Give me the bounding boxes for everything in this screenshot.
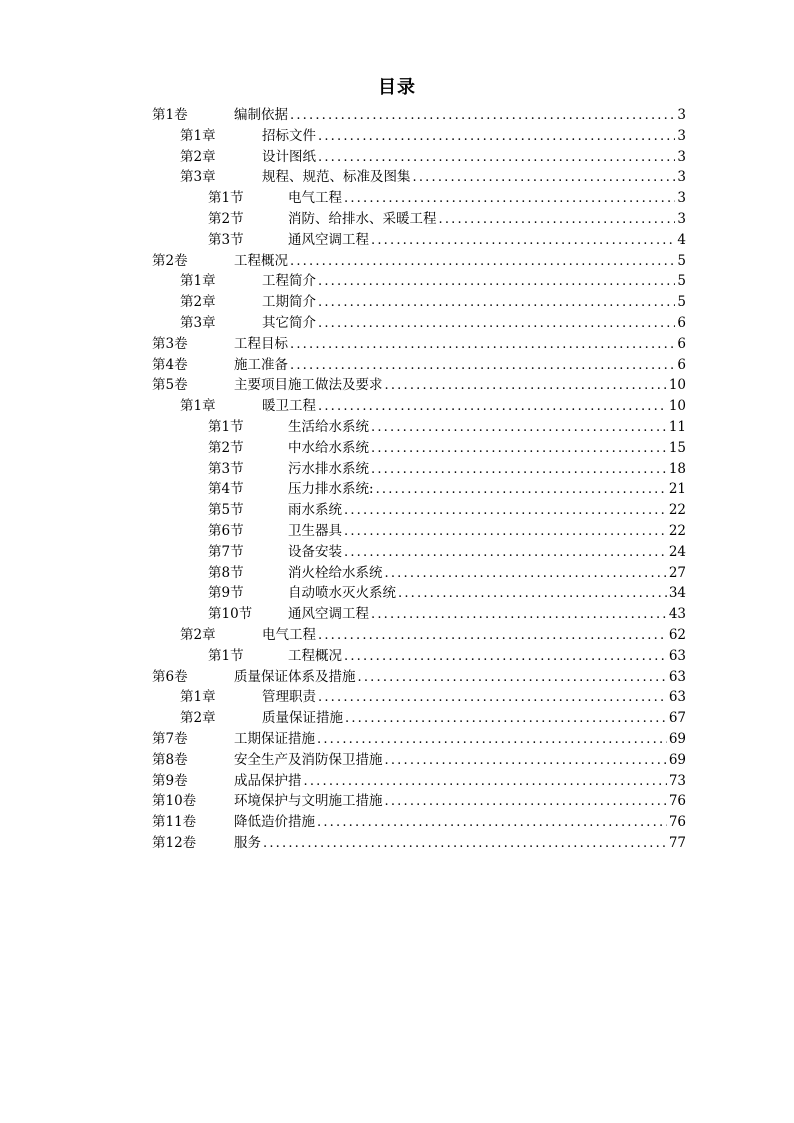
toc-entry-number: 第2章 bbox=[180, 294, 216, 311]
toc-entry[interactable] bbox=[152, 729, 686, 750]
toc-entry-number: 第6卷 bbox=[152, 668, 188, 685]
toc-entry-page: 6 bbox=[677, 356, 686, 373]
toc-entry-number: 第7节 bbox=[208, 543, 244, 560]
toc-leader-dots bbox=[385, 792, 667, 813]
table-of-contents bbox=[152, 105, 686, 854]
toc-leader-dots bbox=[371, 439, 667, 460]
toc-entry-number: 第8节 bbox=[208, 564, 244, 581]
toc-entry[interactable] bbox=[152, 126, 686, 147]
toc-entry-title: 编制依据 bbox=[234, 107, 288, 123]
toc-leader-dots bbox=[317, 730, 667, 751]
toc-entry[interactable] bbox=[152, 105, 686, 126]
toc-entry-page: 69 bbox=[668, 730, 686, 747]
toc-leader-dots bbox=[290, 252, 675, 273]
toc-entry-number: 第1章 bbox=[180, 398, 216, 415]
toc-entry-title: 安全生产及消防保卫措施 bbox=[234, 751, 383, 768]
toc-leader-dots bbox=[318, 127, 675, 148]
toc-entry-page: 63 bbox=[668, 689, 686, 706]
toc-leader-dots bbox=[376, 480, 667, 501]
toc-entry-page: 22 bbox=[668, 522, 686, 539]
toc-entry-number: 第1章 bbox=[180, 273, 216, 290]
toc-entry-number: 第2章 bbox=[180, 710, 216, 727]
toc-entry-title: 卫生器具 bbox=[288, 522, 342, 539]
toc-leader-dots bbox=[344, 522, 667, 543]
toc-leader-dots bbox=[371, 605, 667, 626]
toc-entry-page: 3 bbox=[677, 210, 686, 227]
toc-entry[interactable] bbox=[152, 521, 686, 542]
toc-entry-title: 规程、规范、标准及图集 bbox=[262, 169, 411, 186]
toc-entry-title: 成品保护措 bbox=[234, 772, 302, 789]
toc-entry-title: 施工准备 bbox=[234, 356, 288, 373]
toc-entry-page: 10 bbox=[668, 398, 686, 415]
toc-entry-page: 3 bbox=[677, 169, 686, 186]
toc-entry-number: 第9卷 bbox=[152, 772, 188, 789]
toc-entry-number: 第4卷 bbox=[152, 356, 188, 373]
toc-leader-dots bbox=[344, 189, 675, 210]
toc-entry-number: 第10卷 bbox=[152, 793, 197, 810]
toc-entry-number: 第4节 bbox=[208, 481, 244, 498]
toc-entry-number: 第2节 bbox=[208, 210, 244, 227]
toc-entry-number: 第1节 bbox=[208, 647, 244, 664]
toc-leader-dots bbox=[385, 751, 667, 772]
toc-entry[interactable] bbox=[152, 563, 686, 584]
toc-entry-page: 63 bbox=[668, 647, 686, 664]
toc-entry-number: 第12卷 bbox=[152, 834, 197, 851]
toc-entry-number: 第1卷 bbox=[152, 107, 188, 123]
toc-entry-title: 招标文件 bbox=[262, 127, 316, 144]
toc-entry[interactable] bbox=[152, 167, 686, 188]
toc-entry-page: 76 bbox=[668, 793, 686, 810]
toc-entry-page: 77 bbox=[668, 834, 686, 851]
toc-entry-number: 第2章 bbox=[180, 148, 216, 165]
toc-entry-page: 10 bbox=[668, 377, 686, 394]
toc-entry[interactable] bbox=[152, 375, 686, 396]
toc-leader-dots bbox=[318, 314, 675, 335]
toc-entry-page: 6 bbox=[677, 314, 686, 331]
toc-entry-title: 雨水系统 bbox=[288, 502, 342, 519]
toc-entry-page: 34 bbox=[668, 585, 686, 602]
toc-entry[interactable] bbox=[152, 687, 686, 708]
toc-entry-title: 主要项目施工做法及要求 bbox=[234, 377, 383, 394]
toc-entry-title: 工程概况 bbox=[288, 647, 342, 664]
toc-entry-title: 设备安装 bbox=[288, 543, 342, 560]
toc-entry-title: 自动喷水灭火系统 bbox=[288, 585, 396, 602]
toc-entry[interactable] bbox=[152, 708, 686, 729]
toc-leader-dots bbox=[385, 376, 667, 397]
toc-entry-page: 3 bbox=[677, 190, 686, 207]
toc-leader-dots bbox=[304, 772, 667, 793]
toc-entry-number: 第1章 bbox=[180, 689, 216, 706]
toc-leader-dots bbox=[318, 272, 675, 293]
toc-entry-page: 27 bbox=[668, 564, 686, 581]
toc-entry-number: 第5卷 bbox=[152, 377, 188, 394]
toc-entry-number: 第2章 bbox=[180, 626, 216, 643]
toc-leader-dots bbox=[371, 418, 667, 439]
toc-entry-number: 第1节 bbox=[208, 190, 244, 207]
toc-entry-title: 工程概况 bbox=[234, 252, 288, 269]
toc-entry-title: 管理职责 bbox=[262, 689, 316, 706]
toc-entry[interactable] bbox=[152, 459, 686, 480]
toc-entry-page: 4 bbox=[677, 231, 686, 248]
toc-entry[interactable] bbox=[152, 271, 686, 292]
toc-entry-page: 43 bbox=[668, 606, 686, 623]
toc-entry-page: 18 bbox=[668, 460, 686, 477]
toc-entry-number: 第8卷 bbox=[152, 751, 188, 768]
toc-leader-dots bbox=[385, 564, 667, 585]
toc-entry-title: 质量保证措施 bbox=[262, 710, 343, 727]
toc-entry-page: 5 bbox=[677, 294, 686, 311]
toc-entry-title: 通风空调工程 bbox=[288, 231, 369, 248]
toc-entry-page: 5 bbox=[677, 252, 686, 269]
toc-entry[interactable] bbox=[152, 542, 686, 563]
toc-entry-title: 电气工程 bbox=[288, 190, 342, 207]
toc-leader-dots bbox=[317, 813, 667, 834]
toc-entry-title: 质量保证体系及措施 bbox=[234, 668, 356, 685]
toc-entry[interactable] bbox=[152, 334, 686, 355]
toc-leader-dots bbox=[318, 293, 675, 314]
toc-entry-page: 67 bbox=[668, 710, 686, 727]
toc-leader-dots bbox=[358, 668, 667, 689]
toc-entry-page: 69 bbox=[668, 751, 686, 768]
toc-entry-page: 3 bbox=[677, 127, 686, 144]
toc-leader-dots bbox=[371, 231, 675, 252]
toc-entry-page: 5 bbox=[677, 273, 686, 290]
toc-entry-title: 服务 bbox=[234, 834, 261, 851]
toc-entry-page: 3 bbox=[677, 107, 686, 123]
toc-entry-title: 工程简介 bbox=[262, 273, 316, 290]
toc-title: 目录 bbox=[378, 77, 416, 98]
toc-entry-page: 11 bbox=[668, 418, 686, 435]
toc-entry-number: 第9节 bbox=[208, 585, 244, 602]
toc-entry-title: 电气工程 bbox=[262, 626, 316, 643]
toc-entry-number: 第1节 bbox=[208, 418, 244, 435]
toc-entry[interactable] bbox=[152, 833, 686, 854]
toc-leader-dots bbox=[345, 709, 667, 730]
toc-entry-page: 15 bbox=[668, 439, 686, 456]
toc-entry-title: 工期保证措施 bbox=[234, 730, 315, 747]
toc-entry[interactable] bbox=[152, 188, 686, 209]
toc-entry[interactable] bbox=[152, 355, 686, 376]
toc-entry-title: 消防、给排水、采暖工程 bbox=[288, 210, 437, 227]
toc-entry-number: 第1章 bbox=[180, 127, 216, 144]
toc-entry[interactable] bbox=[152, 251, 686, 272]
toc-entry-title: 污水排水系统 bbox=[288, 460, 369, 477]
toc-entry-title: 环境保护与文明施工措施 bbox=[234, 793, 383, 810]
toc-leader-dots bbox=[371, 460, 667, 481]
toc-entry-title: 生活给水系统 bbox=[288, 418, 369, 435]
toc-leader-dots bbox=[344, 543, 667, 564]
toc-entry[interactable] bbox=[152, 230, 686, 251]
toc-entry-title: 降低造价措施 bbox=[234, 814, 315, 831]
toc-leader-dots bbox=[318, 626, 667, 647]
toc-entry[interactable] bbox=[152, 417, 686, 438]
toc-entry-number: 第3节 bbox=[208, 460, 244, 477]
toc-entry-page: 62 bbox=[668, 626, 686, 643]
toc-entry-number: 第3节 bbox=[208, 231, 244, 248]
toc-entry[interactable] bbox=[152, 667, 686, 688]
toc-entry-page: 22 bbox=[668, 502, 686, 519]
toc-entry-title: 通风空调工程 bbox=[288, 606, 369, 623]
toc-leader-dots bbox=[318, 397, 667, 418]
toc-entry[interactable] bbox=[152, 500, 686, 521]
toc-entry[interactable] bbox=[152, 147, 686, 168]
toc-entry-number: 第3章 bbox=[180, 314, 216, 331]
toc-entry[interactable] bbox=[152, 292, 686, 313]
toc-entry-title: 工期简介 bbox=[262, 294, 316, 311]
toc-entry[interactable] bbox=[152, 604, 686, 625]
toc-leader-dots bbox=[439, 210, 676, 231]
toc-leader-dots bbox=[344, 501, 667, 522]
toc-entry-title: 设计图纸 bbox=[262, 148, 316, 165]
toc-entry[interactable] bbox=[152, 479, 686, 500]
toc-entry[interactable] bbox=[152, 396, 686, 417]
toc-entry-number: 第11卷 bbox=[152, 814, 197, 831]
toc-entry[interactable] bbox=[152, 209, 686, 230]
toc-leader-dots bbox=[263, 834, 667, 855]
toc-entry-title: 其它简介 bbox=[262, 314, 316, 331]
toc-entry-title: 暖卫工程 bbox=[262, 398, 316, 415]
toc-leader-dots bbox=[398, 584, 667, 605]
toc-entry-title: 压力排水系统: bbox=[288, 481, 374, 498]
toc-entry[interactable] bbox=[152, 313, 686, 334]
toc-entry-title: 中水给水系统 bbox=[288, 439, 369, 456]
toc-entry-number: 第3章 bbox=[180, 169, 216, 186]
toc-entry[interactable] bbox=[152, 791, 686, 812]
toc-leader-dots bbox=[318, 688, 667, 709]
toc-entry-number: 第10节 bbox=[208, 606, 253, 623]
toc-entry-number: 第3卷 bbox=[152, 335, 188, 352]
toc-entry-page: 73 bbox=[668, 772, 686, 789]
toc-entry-page: 63 bbox=[668, 668, 686, 685]
toc-entry[interactable] bbox=[152, 771, 686, 792]
toc-entry[interactable] bbox=[152, 438, 686, 459]
toc-entry-page: 24 bbox=[668, 543, 686, 560]
toc-leader-dots bbox=[413, 168, 676, 189]
toc-entry-number: 第6节 bbox=[208, 522, 244, 539]
toc-leader-dots bbox=[318, 148, 675, 169]
toc-entry-page: 6 bbox=[677, 335, 686, 352]
toc-leader-dots bbox=[290, 335, 675, 356]
toc-entry-page: 76 bbox=[668, 814, 686, 831]
toc-entry[interactable] bbox=[152, 812, 686, 833]
toc-entry-page: 21 bbox=[668, 481, 686, 498]
toc-leader-dots bbox=[344, 647, 667, 668]
toc-entry-number: 第2卷 bbox=[152, 252, 188, 269]
toc-entry[interactable] bbox=[152, 646, 686, 667]
toc-entry-number: 第2节 bbox=[208, 439, 244, 456]
toc-leader-dots bbox=[290, 356, 675, 377]
toc-entry-number: 第7卷 bbox=[152, 730, 188, 747]
toc-entry[interactable] bbox=[152, 750, 686, 771]
toc-entry-title: 消火栓给水系统 bbox=[288, 564, 383, 581]
toc-leader-dots bbox=[290, 106, 675, 127]
toc-entry-number: 第5节 bbox=[208, 502, 244, 519]
toc-entry-page: 3 bbox=[677, 148, 686, 165]
toc-entry[interactable] bbox=[152, 625, 686, 646]
toc-entry-title: 工程目标 bbox=[234, 335, 288, 352]
toc-entry[interactable] bbox=[152, 583, 686, 604]
